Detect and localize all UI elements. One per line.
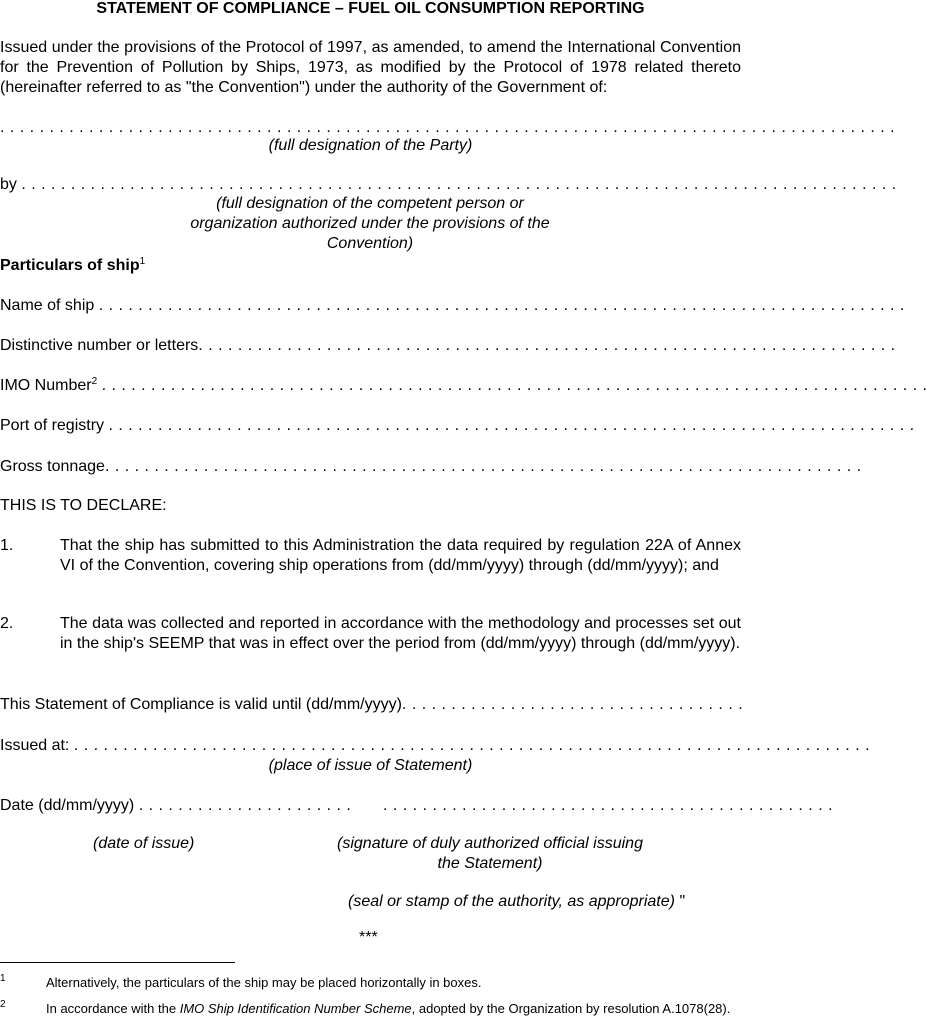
distinctive-number-field: Distinctive number or letters. . . . . . . . . . . . . . . . . . . . . . . . . . . . . . . . . . . . . . . . . . . . . . . . . . . . . . . . . . . . . . . . . . . . . . .	[0, 337, 896, 354]
particulars-heading: Particulars of ship$^1$	[0, 256, 146, 274]
footnote-number: 2	[0, 999, 6, 1010]
list-item-number: 1.	[0, 537, 14, 554]
list-item-text: That the ship has submitted to this Administration the data required by regulation 22A of Annex VI of the Convention, covering ship operations from (dd/mm/yyyy) through (dd/mm/yyyy); and	[60, 537, 741, 574]
issued-at-line: Issued at: . . . . . . . . . . . . . . . . . . . . . . . . . . . . . . . . . . . . . . . . . . . . . . . . . . . . . . . . . . . . . . . . . . . . . . . . . . . . . . . . .	[0, 737, 871, 754]
list-item-text: The data was collected and reported in accordance with the methodology and processes set out in the ship's SEEMP that was in effect over the period from (dd/mm/yyyy) through (dd/mm/yyyy).	[60, 615, 741, 652]
date-caption: (date of issue)	[93, 835, 195, 852]
gross-tonnage-field: Gross tonnage. . . . . . . . . . . . . . . . . . . . . . . . . . . . . . . . . . . . . . . . . . . . . . . . . . . . . . . . . . . . . . . . . . . . . . . . . . . . .	[0, 458, 862, 475]
list-item-number: 2.	[0, 615, 14, 632]
document-title: STATEMENT OF COMPLIANCE – FUEL OIL CONSUMPTION REPORTING	[96, 0, 645, 17]
list-item	[0, 614, 741, 654]
footnote-1	[0, 975, 741, 991]
footnote-text: Alternatively, the particulars of the ship may be placed horizontally in boxes.	[46, 975, 482, 990]
footnote-divider	[0, 962, 235, 963]
end-mark: ***	[359, 929, 378, 946]
list-item	[0, 536, 741, 576]
footnote-2	[0, 1001, 741, 1017]
imo-number-field: IMO Number$^2$ . . . . . . . . . . . . . . . . . . . . . . . . . . . . . . . . . . . . . . . . . . . . . . . . . . . . . . . . . . . . . . . . . . . . . . . . . . . . . . . . . . . .	[0, 376, 927, 394]
valid-until-line: This Statement of Compliance is valid until (dd/mm/yyyy). . . . . . . . . . . . . . . . . . . . . . . . . . . . . . . . . . .	[0, 696, 744, 713]
seal-line	[348, 892, 685, 912]
signature-caption: (signature of duly authorized official issuing the Statement)	[337, 835, 643, 872]
port-of-registry-field: Port of registry . . . . . . . . . . . . . . . . . . . . . . . . . . . . . . . . . . . . . . . . . . . . . . . . . . . . . . . . . . . . . . . . . . . . . . . . . . . . . . . . . .	[0, 417, 915, 434]
declare-heading: THIS IS TO DECLARE:	[0, 497, 167, 514]
name-of-ship-field: Name of ship . . . . . . . . . . . . . . . . . . . . . . . . . . . . . . . . . . . . . . . . . . . . . . . . . . . . . . . . . . . . . . . . . . . . . . . . . . . . . . . . . .	[0, 297, 905, 314]
by-label: by	[0, 176, 17, 193]
intro-paragraph: Issued under the provisions of the Protocol of 1997, as amended, to amend the International Convention for the Prevention of Pollution by Ships, 1973, as modified by the Protocol of 1978 related thereto (hereinafter referred to as "the Convention") under the authority of the Government of:	[0, 39, 741, 96]
by-line: by . . . . . . . . . . . . . . . . . . . . . . . . . . . . . . . . . . . . . . . . . . . . . . . . . . . . . . . . . . . . . . . . . . . . . . . . . . . . . . . . . . . . . . . . .	[0, 176, 897, 193]
by-caption: (full designation of the competent person or organization authorized under the provisions of the Convention)	[190, 195, 550, 252]
party-caption: (full designation of the Party)	[268, 137, 473, 154]
footnote-number: 1	[0, 973, 6, 984]
signature-dotted-line: . . . . . . . . . . . . . . . . . . . . . . . . . . . . . . . . . . . . . . . . . . . . . .	[383, 797, 834, 814]
closing-quote: "	[679, 893, 686, 910]
place-caption: (place of issue of Statement)	[268, 757, 473, 774]
footnote-text: In accordance with the IMO Ship Identification Number Scheme, adopted by the Organization by resolution A.1078(28).	[46, 1001, 731, 1016]
date-line: Date (dd/mm/yyyy) . . . . . . . . . . . . . . . . . . . . . .	[0, 797, 352, 814]
party-dotted-line: . . . . . . . . . . . . . . . . . . . . . . . . . . . . . . . . . . . . . . . . . . . . . . . . . . . . . . . . . . . . . . . . . . . . . . . . . . . . . . . . . . . . . . . . . . .	[0, 119, 896, 136]
seal-caption: (seal or stamp of the authority, as appropriate)	[348, 893, 675, 910]
